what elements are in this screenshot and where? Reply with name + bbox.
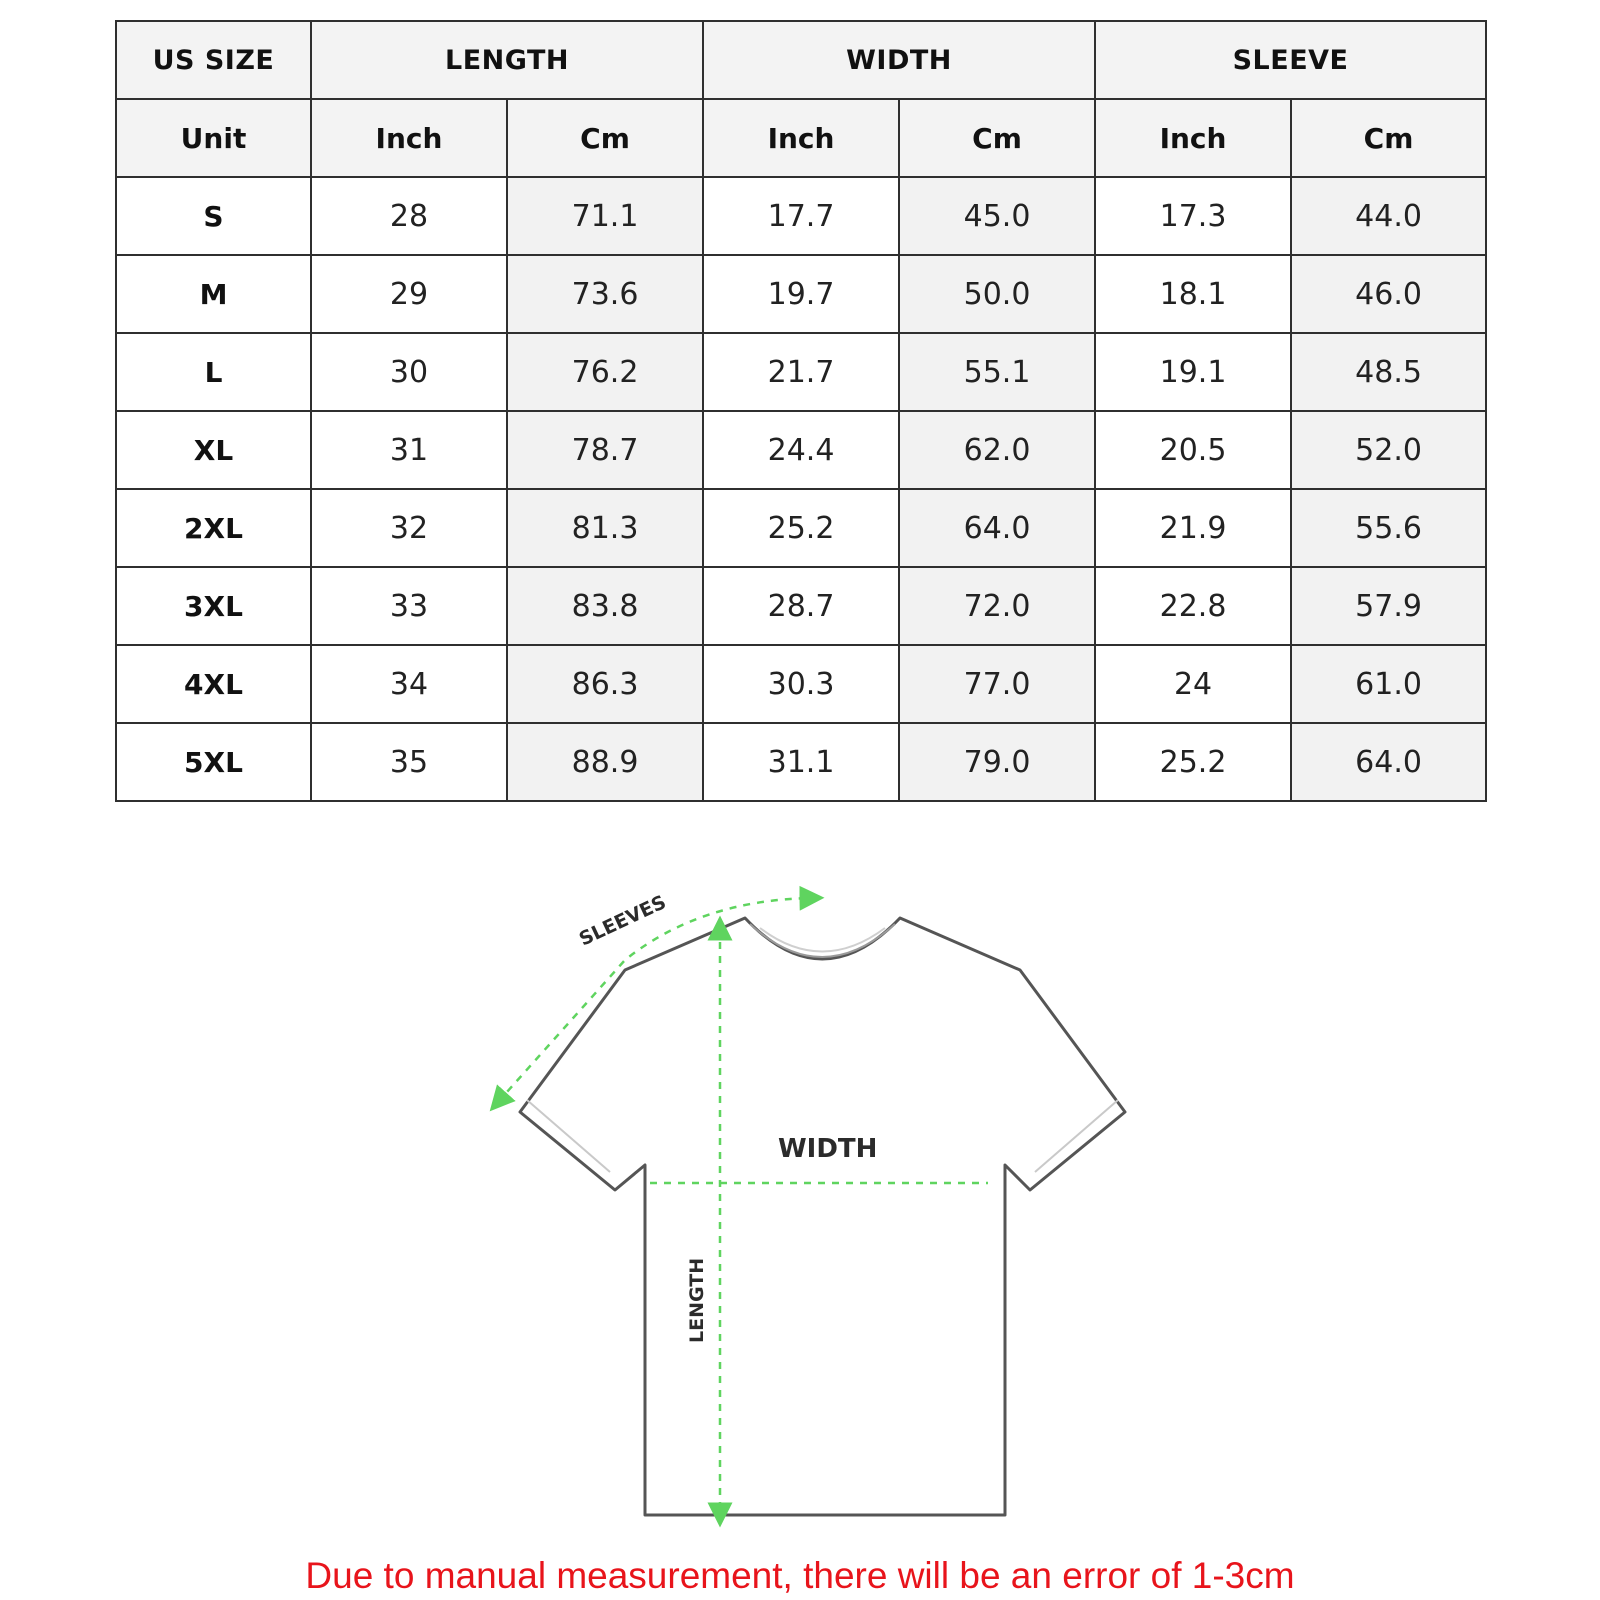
cell-width-cm: 55.1	[899, 333, 1095, 411]
cell-width-inch: 19.7	[703, 255, 899, 333]
cell-sleeve-inch: 24	[1095, 645, 1291, 723]
cell-sleeve-cm: 55.6	[1291, 489, 1486, 567]
cell-width-inch: 31.1	[703, 723, 899, 801]
size-cell: 4XL	[116, 645, 311, 723]
sleeves-label: SLEEVES	[575, 891, 670, 951]
cell-width-cm: 79.0	[899, 723, 1095, 801]
cell-width-inch: 28.7	[703, 567, 899, 645]
unit-label: Unit	[116, 99, 311, 177]
table-row	[116, 723, 1486, 801]
cell-width-inch: 24.4	[703, 411, 899, 489]
table-unit-row	[116, 99, 1486, 177]
unit-sleeve-cm: Cm	[1291, 99, 1486, 177]
table-row	[116, 411, 1486, 489]
cell-sleeve-cm: 61.0	[1291, 645, 1486, 723]
cell-sleeve-inch: 21.9	[1095, 489, 1291, 567]
cell-sleeve-inch: 18.1	[1095, 255, 1291, 333]
size-cell: L	[116, 333, 311, 411]
cell-sleeve-cm: 46.0	[1291, 255, 1486, 333]
cell-sleeve-inch: 20.5	[1095, 411, 1291, 489]
cell-sleeve-cm: 48.5	[1291, 333, 1486, 411]
size-cell: 3XL	[116, 567, 311, 645]
header-length: LENGTH	[311, 21, 703, 99]
table-row	[116, 255, 1486, 333]
cell-sleeve-cm: 64.0	[1291, 723, 1486, 801]
table-row	[116, 645, 1486, 723]
table-row	[116, 333, 1486, 411]
cell-width-cm: 77.0	[899, 645, 1095, 723]
cell-length-cm: 71.1	[507, 177, 703, 255]
header-width: WIDTH	[703, 21, 1095, 99]
cell-length-inch: 28	[311, 177, 507, 255]
cell-width-inch: 25.2	[703, 489, 899, 567]
table-row	[116, 567, 1486, 645]
cell-width-inch: 30.3	[703, 645, 899, 723]
cell-length-inch: 29	[311, 255, 507, 333]
cell-width-inch: 21.7	[703, 333, 899, 411]
cell-length-cm: 76.2	[507, 333, 703, 411]
cell-sleeve-inch: 17.3	[1095, 177, 1291, 255]
cell-width-inch: 17.7	[703, 177, 899, 255]
cell-length-inch: 35	[311, 723, 507, 801]
cell-width-cm: 72.0	[899, 567, 1095, 645]
cell-width-cm: 64.0	[899, 489, 1095, 567]
cell-width-cm: 45.0	[899, 177, 1095, 255]
size-cell: XL	[116, 411, 311, 489]
cell-length-inch: 34	[311, 645, 507, 723]
cell-sleeve-cm: 44.0	[1291, 177, 1486, 255]
cell-sleeve-inch: 19.1	[1095, 333, 1291, 411]
cell-length-cm: 73.6	[507, 255, 703, 333]
tshirt-measurement-diagram	[0, 860, 1600, 1540]
measurement-error-note: Due to manual measurement, there will be an error of 1-3cm	[305, 1555, 1295, 1596]
unit-sleeve-inch: Inch	[1095, 99, 1291, 177]
cell-length-inch: 33	[311, 567, 507, 645]
tshirt-outline	[520, 918, 1125, 1515]
cell-sleeve-inch: 25.2	[1095, 723, 1291, 801]
table-row	[116, 489, 1486, 567]
cell-width-cm: 50.0	[899, 255, 1095, 333]
size-cell: S	[116, 177, 311, 255]
cell-length-inch: 30	[311, 333, 507, 411]
cell-sleeve-cm: 57.9	[1291, 567, 1486, 645]
cell-sleeve-cm: 52.0	[1291, 411, 1486, 489]
width-label: WIDTH	[778, 1134, 878, 1164]
length-label: LENGTH	[686, 1257, 708, 1343]
size-cell: 2XL	[116, 489, 311, 567]
cell-length-cm: 81.3	[507, 489, 703, 567]
size-chart-table	[115, 20, 1487, 802]
size-cell: M	[116, 255, 311, 333]
cell-width-cm: 62.0	[899, 411, 1095, 489]
unit-width-cm: Cm	[899, 99, 1095, 177]
cell-length-cm: 83.8	[507, 567, 703, 645]
cell-length-cm: 88.9	[507, 723, 703, 801]
size-cell: 5XL	[116, 723, 311, 801]
cell-length-cm: 78.7	[507, 411, 703, 489]
table-header-row	[116, 21, 1486, 99]
cell-sleeve-inch: 22.8	[1095, 567, 1291, 645]
unit-width-inch: Inch	[703, 99, 899, 177]
cell-length-inch: 31	[311, 411, 507, 489]
unit-length-cm: Cm	[507, 99, 703, 177]
header-us-size: US SIZE	[116, 21, 311, 99]
header-sleeve: SLEEVE	[1095, 21, 1486, 99]
cell-length-inch: 32	[311, 489, 507, 567]
unit-length-inch: Inch	[311, 99, 507, 177]
cell-length-cm: 86.3	[507, 645, 703, 723]
table-row	[116, 177, 1486, 255]
